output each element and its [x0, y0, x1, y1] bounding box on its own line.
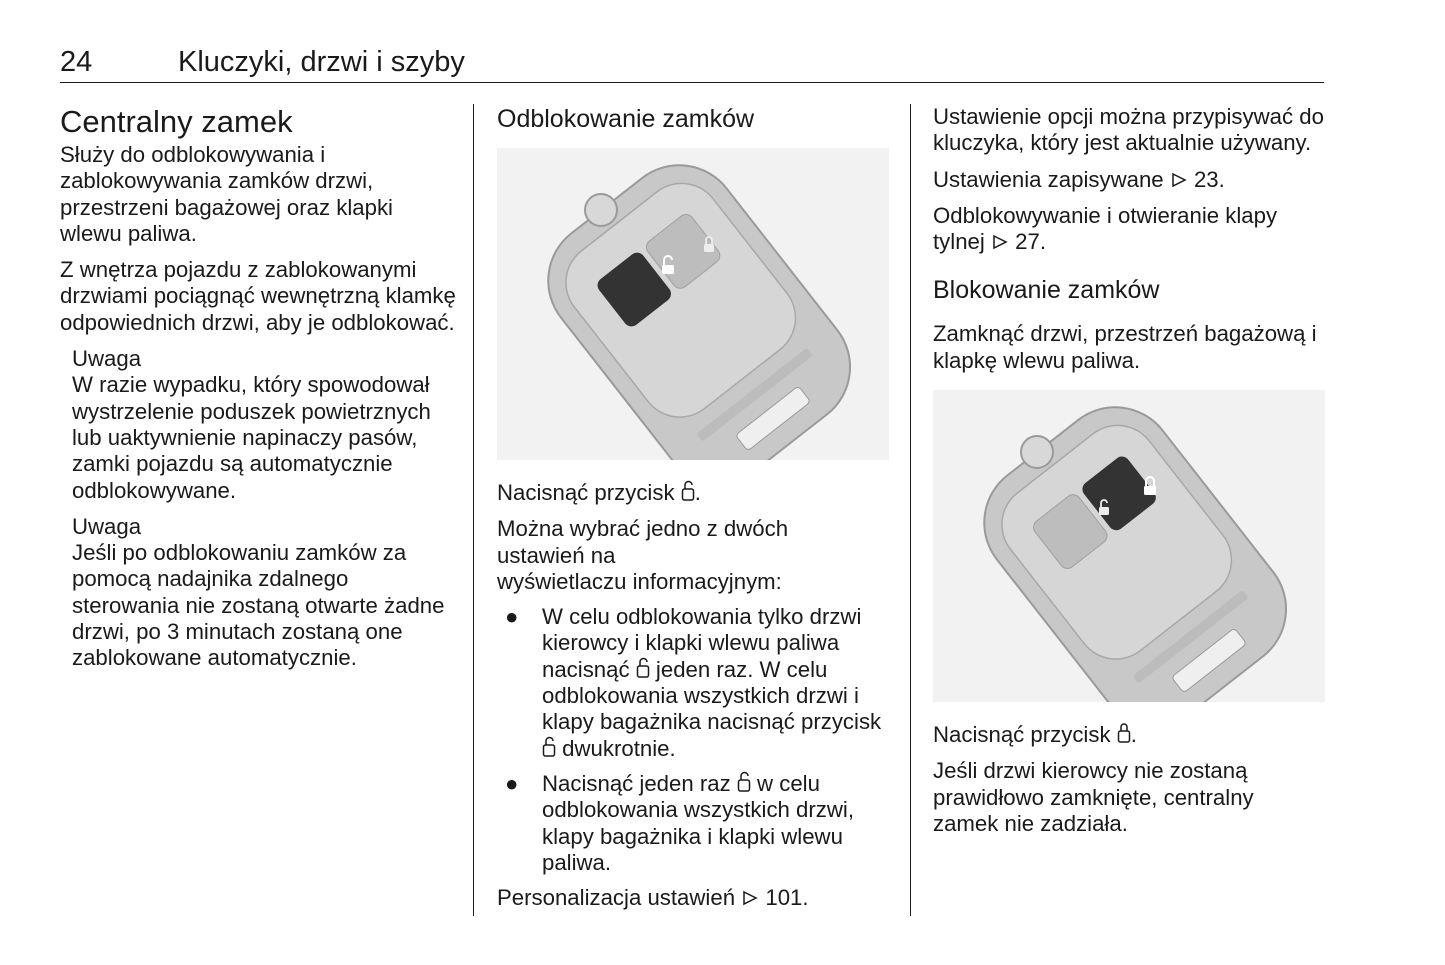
page-header	[60, 46, 1324, 83]
unlock-icon	[542, 736, 556, 758]
column-divider-2	[910, 104, 911, 916]
column-unlocking	[497, 104, 889, 911]
column-locking	[933, 104, 1325, 837]
unlock-options-list	[497, 604, 889, 876]
page-number: 24	[60, 46, 93, 78]
unlock-heading: Odblokowanie zamków	[497, 105, 755, 133]
page-reference[interactable]: 23.	[1193, 166, 1225, 192]
intro-paragraph: Służy do odblokowywania i zablokowywania zamków drzwi, przestrzeni bagażowej oraz klapki wlewu paliwa.	[60, 142, 393, 246]
list-item: ● W celu odblokowania tylko drzwi kierowcy i klapki wlewu paliwa nacisnąć jeden raz. W celu odblokowania wszystkich drzwi i klapy bagażnika nacisnąć przycisk dwukrotnie.	[505, 604, 882, 761]
page-reference-arrow-icon	[1170, 171, 1188, 189]
lock-icon	[1117, 722, 1131, 744]
bullet: ●	[505, 770, 519, 796]
tailgate-text: Odblokowywanie i otwieranie klapy tylnej 27.	[933, 202, 1278, 255]
inside-paragraph: Z wnętrza pojazdu z zablokowanymi drzwiami pociągnąć wewnętrzną klamkę odpowiednich drzwi, aby je odblokować.	[60, 257, 456, 335]
close-doors-text: Zamknąć drzwi, przestrzeń bagażową i klapkę wlewu paliwa.	[933, 321, 1317, 373]
unlock-press-text: Nacisnąć przycisk .	[497, 480, 701, 505]
lock-heading: Blokowanie zamków	[933, 276, 1160, 305]
list-item: ● Nacisnąć jeden raz w celu odblokowania wszystkich drzwi, klapy bagażnika i klapki wlewu paliwa.	[505, 770, 854, 875]
unlock-icon	[681, 480, 695, 502]
key-fob-lock-figure	[933, 390, 1325, 702]
column-central-lock	[60, 104, 460, 672]
note-text: Jeśli po odblokowaniu zamków za pomocą nadajnika zdalnego sterowania nie zostaną otwarte żadne drzwi, po 3 minutach zostaną one zablokowane automatycznie.	[72, 540, 445, 671]
note-label: Uwaga	[72, 513, 142, 539]
driver-door-warning: Jeśli drzwi kierowcy nie zostaną prawidłowo zamknięte, centralny zamek nie zadziała.	[933, 758, 1254, 836]
note-label: Uwaga	[72, 346, 142, 372]
note-autolock	[60, 514, 460, 672]
assign-setting-text: Ustawienie opcji można przypisywać do kluczyka, który jest aktualnie używany.	[933, 104, 1324, 156]
page-reference[interactable]: 101.	[765, 885, 809, 911]
page-reference[interactable]: 27.	[1015, 229, 1046, 255]
key-fob-lock-illustration	[933, 390, 1325, 702]
page-reference-arrow-icon	[991, 233, 1009, 251]
key-fob-unlock-illustration	[497, 148, 889, 460]
unlock-icon	[636, 657, 650, 679]
key-fob-unlock-figure	[497, 148, 889, 460]
saved-settings-text: Ustawienia zapisywane 23.	[933, 166, 1225, 192]
chapter-title: Kluczyki, drzwi i szyby	[178, 46, 465, 78]
bullet: ●	[505, 604, 519, 630]
unlock-icon	[737, 771, 751, 793]
column-divider-1	[473, 104, 474, 916]
personalization-text: Personalizacja ustawień 101.	[497, 885, 809, 911]
note-text: W razie wypadku, który spowodował wystrzelenie poduszek powietrznych lub uaktywnienie napinaczy pasów, zamki pojazdu są automatycznie odblokowywane.	[72, 372, 431, 503]
section-title: Centralny zamek	[60, 104, 293, 139]
page-reference-arrow-icon	[741, 889, 759, 907]
lock-press-text: Nacisnąć przycisk .	[933, 722, 1137, 748]
note-airbag	[60, 346, 460, 504]
choose-settings-text: Można wybrać jedno z dwóch ustawień na wyświetlaczu informacyjnym:	[497, 516, 789, 594]
